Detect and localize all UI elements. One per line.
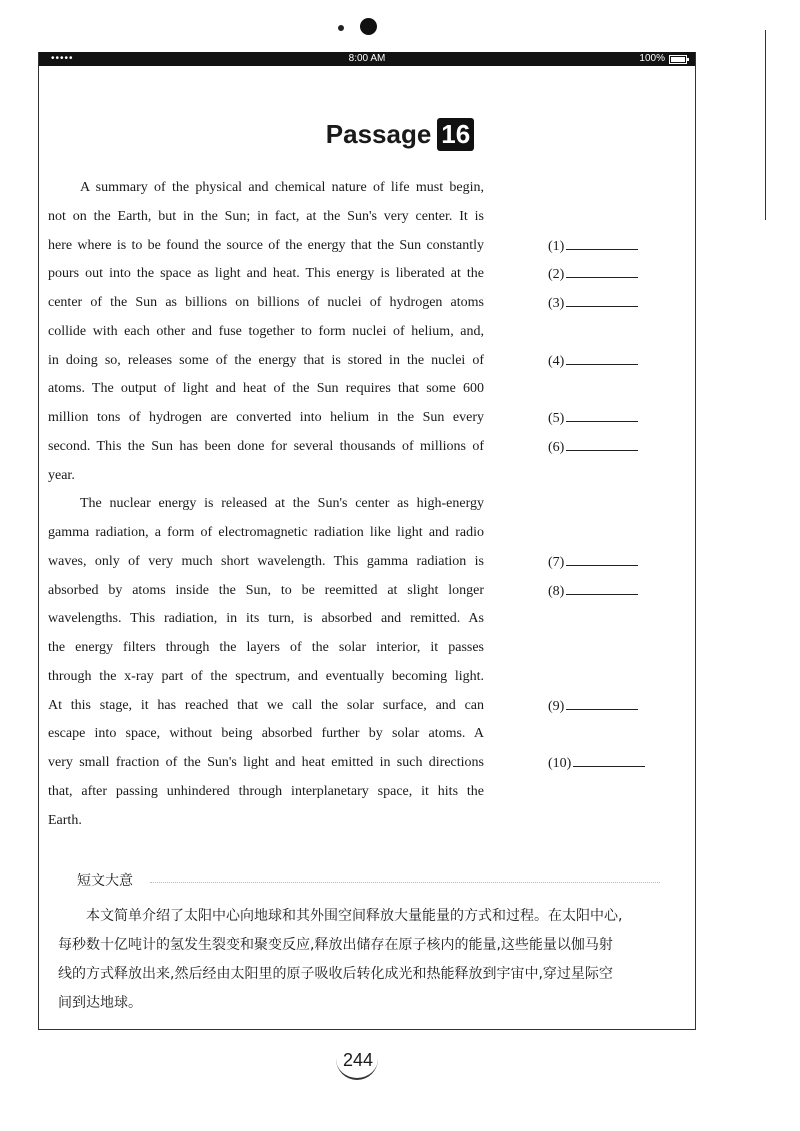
answer-blank-line[interactable] xyxy=(566,581,638,595)
passage-line: the energy filters through the layers of the solar interior, it passes xyxy=(48,640,484,655)
answer-blank[interactable] xyxy=(548,753,645,773)
passage-line: that, after passing unhindered through interplanetary space, it hits the xyxy=(48,783,484,799)
summary-divider xyxy=(150,882,660,883)
battery-status xyxy=(639,52,687,66)
passage-line: Earth. xyxy=(48,812,82,828)
answer-blank-line[interactable] xyxy=(566,408,638,422)
answer-blank-line[interactable] xyxy=(566,437,638,451)
passage-line: The nuclear energy is released at the Sun's center as high-energy xyxy=(80,496,484,512)
answer-blank[interactable] xyxy=(548,552,638,572)
answer-blank-label: (10) xyxy=(548,756,572,771)
answer-blank-label: (8) xyxy=(548,583,565,599)
answer-blank-line[interactable] xyxy=(566,264,638,278)
answer-blank[interactable] xyxy=(548,264,638,284)
answer-blank[interactable] xyxy=(548,408,638,428)
passage-line: escape into space, without being absorbed further by solar atoms. A xyxy=(48,726,484,742)
answer-blank[interactable] xyxy=(548,236,638,256)
battery-icon xyxy=(669,55,687,64)
large-dot-icon xyxy=(360,18,377,35)
summary-line: 每秒数十亿吨计的氢发生裂变和聚变反应,释放出储存在原子核内的能量,这些能量以伽马射 xyxy=(58,937,613,953)
summary-line: 本文简单介绍了太阳中心向地球和其外围空间释放大量能量的方式和过程。在太阳中心, xyxy=(58,908,623,924)
passage-line: atoms. The output of light and heat of the Sun requires that some 600 xyxy=(48,381,484,397)
answer-blank-label: (5) xyxy=(548,411,565,426)
answer-blank[interactable] xyxy=(548,293,638,313)
passage-line: here where is to be found the source of the energy that the Sun constantly xyxy=(48,237,484,253)
status-time: 8:00 AM xyxy=(348,53,386,64)
passage-line: pours out into the space as light and heat. This energy is liberated at the xyxy=(48,266,484,282)
summary-line: 线的方式释放出来,然后经由太阳里的原子吸收后转化成光和热能释放到宇宙中,穿过星际空 xyxy=(58,966,613,982)
answer-blank[interactable] xyxy=(548,437,638,457)
page-number xyxy=(330,1042,386,1078)
answer-blank-line[interactable] xyxy=(566,696,638,710)
page-number-arc xyxy=(336,1050,378,1080)
answer-blank[interactable] xyxy=(548,351,638,371)
small-dot-icon xyxy=(338,25,344,31)
answer-blank-line[interactable] xyxy=(566,293,638,307)
answer-blank-line[interactable] xyxy=(566,351,638,365)
summary-heading: 短文大意 xyxy=(77,873,133,889)
answer-blank-label: (7) xyxy=(548,554,565,570)
passage-line: waves, only of very much short wavelength. This gamma radiation is xyxy=(48,553,484,569)
passage-number-badge: 16 xyxy=(437,118,474,151)
passage-line: absorbed by atoms inside the Sun, to be reemitted at slight longer xyxy=(48,582,484,598)
passage-line: At this stage, it has reached that we call the solar surface, and can xyxy=(48,697,484,713)
passage-line: year. xyxy=(48,467,75,483)
answer-blank-label: (9) xyxy=(548,698,565,714)
summary-line: 间到达地球。 xyxy=(58,995,142,1011)
passage-line: not on the Earth, but in the Sun; in fact, at the Sun's very center. It is xyxy=(48,208,484,224)
answer-blank-label: (4) xyxy=(548,353,565,369)
passage-line: very small fraction of the Sun's light and heat emitted in such directions xyxy=(48,755,484,770)
passage-line: center of the Sun as billions on billions of nuclei of hydrogen atoms xyxy=(48,295,484,310)
passage-line: through the x-ray part of the spectrum, and eventually becoming light. xyxy=(48,668,484,684)
answer-blank-line[interactable] xyxy=(566,236,638,250)
passage-line: million tons of hydrogen are converted into helium in the Sun every xyxy=(48,410,484,425)
passage-title-text: Passage xyxy=(325,119,432,149)
answer-blank-label: (1) xyxy=(548,238,565,254)
answer-blank-line[interactable] xyxy=(573,753,645,767)
answer-blank-label: (6) xyxy=(548,439,565,455)
passage-line: second. This the Sun has been done for several thousands of millions of xyxy=(48,438,484,454)
passage-line: A summary of the physical and chemical nature of life must begin, xyxy=(80,180,484,195)
signal-indicator: ••••• xyxy=(51,53,74,64)
answer-blank[interactable] xyxy=(548,696,638,716)
passage-line: wavelengths. This radiation, in its turn, is absorbed and remitted. As xyxy=(48,611,484,627)
passage-line: gamma radiation, a form of electromagnetic radiation like light and radio xyxy=(48,525,484,540)
passage-title xyxy=(0,118,800,151)
passage-line: collide with each other and fuse together to form nuclei of helium, and, xyxy=(48,323,484,339)
answer-blank-line[interactable] xyxy=(566,552,638,566)
battery-percent: 100% xyxy=(639,53,665,64)
answer-blank[interactable] xyxy=(548,581,638,601)
passage-line: in doing so, releases some of the energy that is stored in the nuclei of xyxy=(48,352,484,368)
page-number-text: 244 xyxy=(342,1050,374,1070)
answer-blank-label: (3) xyxy=(548,296,565,311)
status-bar xyxy=(39,52,695,66)
answer-blank-label: (2) xyxy=(548,267,565,283)
